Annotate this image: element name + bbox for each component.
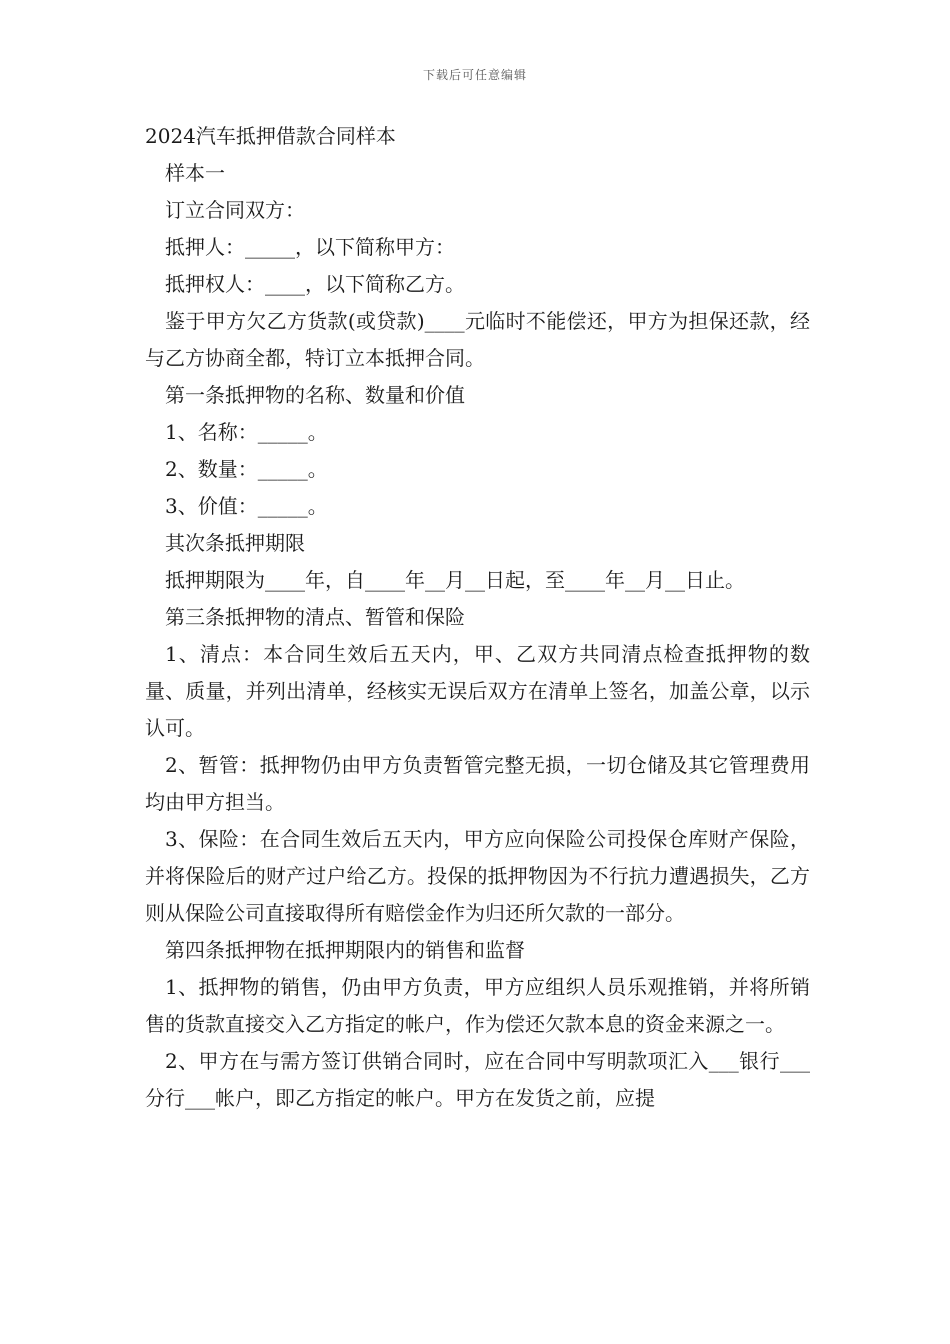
- article-4-item-contract: 2、甲方在与需方签订供销合同时，应在合同中写明款项汇入___银行___分行___帐户，即乙方指定的帐户。甲方在发货之前，应提: [145, 1049, 810, 1110]
- article-3-item-insurance: 3、保险：在合同生效后五天内，甲方应向保险公司投保仓库财产保险，并将保险后的财产过户给乙方。投保的抵押物因为不行抗力遭遇损失，乙方则从保险公司直接取得所有赔偿金作为归还所欠款的一部分。: [145, 827, 810, 925]
- article-3-item-inventory: 1、清点：本合同生效后五天内，甲、乙双方共同清点检查抵押物的数量、质量，并列出清单，经核实无误后双方在清单上签名，加盖公章，以示认可。: [145, 642, 810, 740]
- document-title: 2024汽车抵押借款合同样本: [145, 124, 396, 148]
- paragraph-preamble: 鉴于甲方欠乙方货款(或贷款)____元临时不能偿还，甲方为担保还款，经与乙方协商全都，特订立本抵押合同。: [145, 309, 810, 370]
- article-4-heading: 第四条抵押物在抵押期限内的销售和监督: [165, 938, 525, 962]
- article-1-item-name: 1、名称：_____。: [165, 420, 328, 444]
- article-3-heading: 第三条抵押物的清点、暂管和保险: [165, 605, 465, 629]
- page-header-note: 下载后可任意编辑: [422, 68, 527, 82]
- article-4-item-sales: 1、抵押物的销售，仍由甲方负责，甲方应组织人员乐观推销，并将所销售的货款直接交入乙方指定的帐户，作为偿还欠款本息的资金来源之一。: [145, 975, 810, 1036]
- article-3-item-custody: 2、暂管：抵押物仍由甲方负责暂管完整无损，一切仓储及其它管理费用均由甲方担当。: [145, 753, 810, 814]
- document-body: [145, 118, 810, 1117]
- paragraph-sample-label: 样本一: [165, 161, 225, 185]
- paragraph-mortgagee: 抵押权人：____，以下简称乙方。: [165, 272, 465, 296]
- paragraph-mortgagor: 抵押人：_____，以下简称甲方：: [165, 235, 455, 259]
- article-1-item-quantity: 2、数量：_____。: [165, 457, 328, 481]
- article-1-item-value: 3、价值：_____。: [165, 494, 328, 518]
- article-2-term: 抵押期限为____年，自____年__月__日起，至____年__月__日止。: [165, 568, 745, 592]
- article-1-heading: 第一条抵押物的名称、数量和价值: [165, 383, 465, 407]
- article-2-heading: 其次条抵押期限: [165, 531, 305, 555]
- paragraph-parties-heading: 订立合同双方：: [165, 198, 305, 222]
